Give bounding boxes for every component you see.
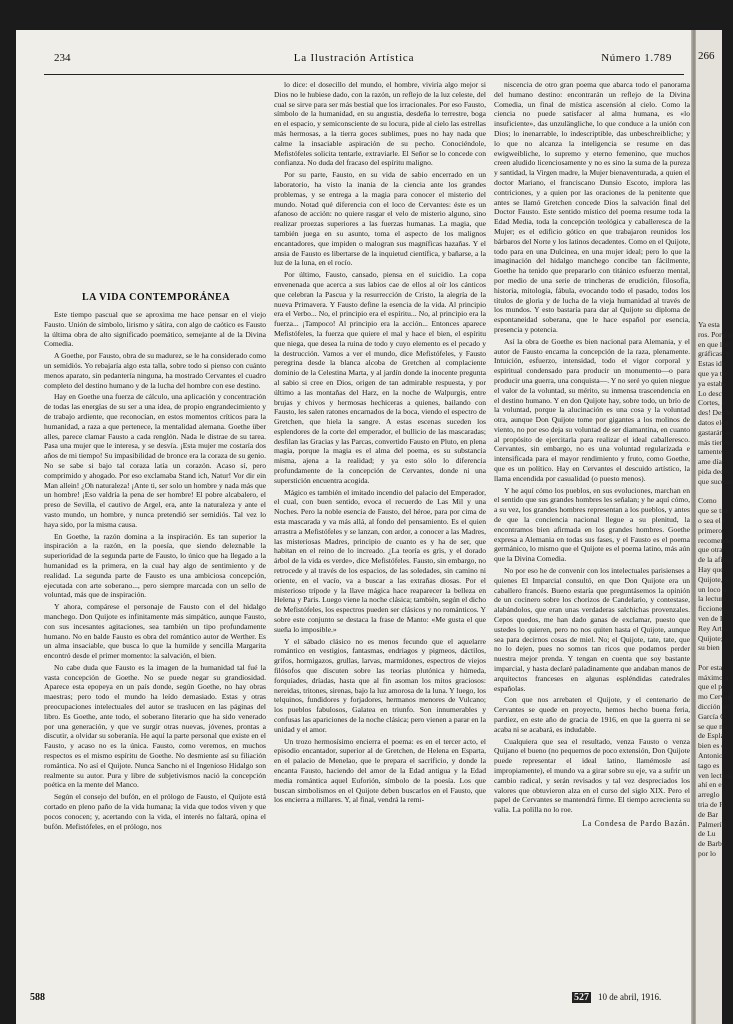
next-page-line: Como <box>698 496 717 506</box>
next-page-line: en que los <box>698 339 729 349</box>
next-page-line: datos eleg <box>698 417 729 427</box>
magazine-title: La Ilustración Artística <box>293 52 415 64</box>
column-right-text <box>494 80 690 815</box>
next-page-line: por lo <box>698 849 716 859</box>
next-page-number: 266 <box>698 50 715 62</box>
next-page-line: que otra <box>698 545 723 555</box>
next-page-line: gastarán en <box>698 427 733 437</box>
middle-column-paragraph: Un trozo hermosísimo encierra el poema: es en el tercer acto, el episodio encantador, superior al de Gretchen, de Helena en Esparta, en el palacio de Menelao, que le prepara el sacrificio, y donde la encanta Fausto, haciendo del amor de la Edad antigua y la Edad media romántica aquel Euforión, símbolo de la poesía. Los que buscan simbolismos en el Quijote deben buscarlos en el Fausto, que los encierra a millares. Y, al final, vendrá la remi- <box>274 736 486 805</box>
next-page-line: primero <box>698 525 723 535</box>
section-title: LA VIDA CONTEMPORÁNEA <box>81 292 231 303</box>
next-page-line: su bien <box>698 643 720 653</box>
next-page-line: bien es el <box>698 741 727 751</box>
next-page-line: que ya tie <box>698 368 728 378</box>
next-page-line: Palmerín <box>698 819 726 829</box>
next-page-line: ros. Porque <box>698 329 733 339</box>
middle-column-paragraph: Y el sábado clásico no es menos fecundo que el aquelarre romántico en vestigios, fantasmas, endriagos y pigmeos, dáctilos, grifos, hormigazos, grullas, larvas, marmídones, espectros de viejos filósofos que discuten sobre las teorías plutónica y húmeda, forquíades, dríadas, hasta que al fin asoman los mitos graciosos: nereidas, tritones, sirenas, bajo la luz amorosa de la luna. Y luego, los telquinos, fundidores y forjadores, hermanos menores de Vulcano; los pueblos fabulosos, Galatea en triunfo. Son innumerables y confusas las apariciones de la noche clásica; pero vienen a parar en la unidad y el amor. <box>274 636 486 734</box>
next-page-line: ven de P <box>698 613 725 623</box>
next-page-line: o sea el c <box>698 515 727 525</box>
next-page-text-fragments <box>698 320 733 859</box>
next-page-line: Ya esta <box>698 320 720 329</box>
left-column-paragraph: Según el consejo del bufón, en el prólogo de Fausto, el Quijote está cortado en pleno paño de la vida humana; la vida que todos viven y que pocos conocen; y, acertando con la vida, el interés no faltará, opina el bufón. Mefistófeles, en el prólogo, nos <box>44 792 266 831</box>
next-page-line: pida decin <box>698 466 730 476</box>
next-page-line: que se tra <box>698 506 728 516</box>
column-middle <box>274 80 486 1000</box>
next-page-line: ahí en el <box>698 780 724 790</box>
next-page-line <box>698 487 733 497</box>
next-page-line: tria de R <box>698 800 725 810</box>
next-page-line: recomenda <box>698 535 732 545</box>
column-left <box>44 310 266 1000</box>
next-page-line: un loco o <box>698 584 727 594</box>
right-column-paragraph: Así la obra de Goethe es bien nacional para Alemania, y el autor de Fausto encarna la concepción de la raza, plenamente. Intuición, esfuerzo, intensidad, todo el vigor corporal y espiritual condensado para producir un monumento—o para producir una guerra, una conquista—. Y no seré yo quien niegue el valor de la voluntad, su mérito, su inmensa trascendencia en el destino humano. Y en don Quijote hay, sobre todo, un brío de la voluntad, porque la alucinación es una cosa y la voluntad otra, aunque Don Quijote tome por gigantes a los molinos de viento, no por eso deja su voluntad de ser diamantina, en cuanto al propósito de ejercitarla para realizar el ideal caballeresco. Cervantes, sin embargo, no es una voluntad regularizada e intensificada para el mayor rendimiento y fruto, como Goethe, que es un político. Hay en Cervantes el descuido artístico, la llama encendida por casualidad (o puesto menos). <box>494 336 690 483</box>
column-right <box>494 80 690 1000</box>
footer-date: 10 de abril, 1916. <box>598 992 662 1002</box>
header-rule <box>44 74 684 75</box>
next-page-line: Cortes, y <box>698 398 726 408</box>
next-page-line: que el pr <box>698 682 725 692</box>
next-page-line: arreglo <box>698 790 720 800</box>
next-page-line: de Barbe <box>698 839 726 849</box>
right-column-paragraph: No por eso he de convenir con los intelectuales parisienses a quienes El Imparcial consultó, en que Don Quijote era un caballero francés. Bueno estaría que preguntásemos la opinión de un cocinero sobre los chorizos de Candelario, y contestase, alabándolos, que eran unas verdaderas salchichas provenzales. Cepos quedos, me han dado ganas de exclamar, puesto que ustedes lo quieren, pero no nos quiten hasta el Quijote, aunque sea para decirnos cosas de miel. No; el Quijote, tate, tate, que no lo dejen, pues no somos tan ricos que podamos perder nuestra mejor prenda. Y tengan en cuenta que soy bastante imparcial, y hasta declaré paladinamente que andaban manos de arquitectos franceses en algunas espléndidas catedrales españolas. <box>494 566 690 693</box>
next-page-line: Estas ide <box>698 359 726 369</box>
next-page-line: más tienen <box>698 437 731 447</box>
next-page-line: García O <box>698 711 726 721</box>
next-page-line <box>698 653 733 663</box>
left-column-paragraph: A Goethe, por Fausto, obra de su madurez, se le ha considerado como un semidiós. Yo rebajaría algo esta talla, sobre todo si pienso con cuánto menos aparato, sin pedantería ninguna, ha mostrado Cervantes el cuadro completo del destino humano y de la lucha del hombre con ese destino. <box>44 351 266 390</box>
footer-page-number: 588 <box>30 992 45 1003</box>
next-page-line: tago es <box>698 760 720 770</box>
left-column-paragraph: No cabe duda que Fausto es la imagen de la humanidad tal fué la vasta concepción de Goethe. No se puede negar su grandiosidad. Aparece esta epopeya en un país donde, según Goethe, no hay obras maestras; pero todo el mundo ha leído demasiado. Estas y otras preocupaciones intelectuales del autor se traslucen en las páginas del libro. Es Goethe, ante todo, el soberano literario que ha sido venerado por una generación, y que ve surgir otras nuevas, jóvenes, prontas a discutir, a olvidar su soberanía. He aquí la parte personal que existe en el Fausto, y acaso no es la única. Fausto, como veremos, en muchos respectos es el mismo espíritu de Goethe. No desmiente así su filiación romántica. No así el Quijote. Nunca Sancho ni el Ingenioso Hidalgo son realmente su autor. Pura y libre de subjetivismos nació la concepción poética en la mente del Manco. <box>44 662 266 790</box>
middle-column-paragraph: Por último, Fausto, cansado, piensa en el suicidio. La copa envenenada que acerca a sus labios cae de ellos al oír los cánticos que celebran la Pascua y la resurrección de Cristo, la alegría de la nueva Primavera. Y Fausto define la esencia de la vida. Al principio era el Verbo... No, el principio era el espíritu... No, al principio era la fuerza... ¡Tampoco! Al principio era la acción... Entonces aparece Mefistófeles, la fuerza que quiere el mal y hace el bien, el espíritu que niega, que desea la ruina de todo y cuyo elemento es el pecado y la destrucción. Vamos a ver el mundo, dice Mefistófeles, y Fausto peregrina desde la blanca alcoba de Gretchen al complaciente dominio de la Celestina Marta, y al jardín donde la inocente pregunta al sabio si cree en Dios, origen de tan admirable respuesta, y por último a las montañas del Harz, en la noche de Walpurgis, entre brujas y chivos y hermosas hechiceras a quienes, bailando con Fausto, les salen ratones encarnados de la boca, viendo el espectro de Gretchen, que hiela la sangre. A estas escenas suceden los esplendores de la corte del emperador, el bullicio de las mascaradas; desfilan las Gracias y las Parcas, convertido Fausto en Pluto, en plena magia, porque la magia es el alma del poema, es su substancia misma, ajena a la realidad; y ya esto sólo lo diferencia profundamente de la concepción de Cervantes, donde ni una superstición encuentra acogida. <box>274 270 486 485</box>
next-page-line: Quijote; y <box>698 633 729 643</box>
next-page-line: de Lu <box>698 829 716 839</box>
next-page-line: tamente, <box>698 447 724 457</box>
next-page-line: máximo a <box>698 672 729 682</box>
next-page-line: gráficas, y <box>698 349 730 359</box>
right-column-paragraph: Y he aquí cómo los pueblos, en sus evoluciones, marchan en el sentido que sus grandes hombres les señalan; y he aquí cómo, a su vez, los grandes hombres representan a los pueblos, y antes de que la conciencia nacional llegue a su plenitud, la encontramos bien afirmada en los grandes hombres. Goethe expresa a Alemania en todas sus fases, y el Fausto es el poema germánico, lo mismo que el Quijote es el poema latino, más aún que la Divina Comedia. <box>494 485 690 564</box>
next-page-line: que sucede <box>698 476 732 486</box>
next-page-line: ya estaba <box>698 378 727 388</box>
left-column-paragraph: Este tiempo pascual que se aproxima me hace pensar en el viejo Fausto. Unión de símbolo, lirismo y sátira, con algo de caótico es Fausto la última obra de alto significado poemático, semejante al de la Divina Comedia. <box>44 310 266 349</box>
next-page-line: mo Cervan <box>698 692 732 702</box>
next-page-line: de Espla <box>698 731 724 741</box>
next-page-line: Antonio <box>698 751 723 761</box>
next-page-line: des! Desde <box>698 408 732 418</box>
next-page-line: ven lectura <box>698 770 732 780</box>
middle-column-paragraph: Por su parte, Fausto, en su vida de sabio encerrado en un laboratorio, ha visto la inania de la ciencia ante los grandes problemas, y se entrega a la magia para conocer el misterio del mundo. Notad qué diferencia con el loco de Cervantes: éste es un afanoso de acción: no quiere rasgar el velo de misterio alguno, sino realizar proezas superiores a las fuerzas humanas. La magia, que también juega en su asunto, toma el aspecto de los malignos encantadores, que impiden o malogran sus magníficas hazañas. Y el ansia de Fausto es libertarse de la inquietud científica, y bañarse, a la luz de la luna, en el rocío. <box>274 170 486 268</box>
left-column-paragraph: Hay en Goethe una fuerza de cálculo, una aplicación y concentración de todas las energías de su ser a una idea, de propio engrandecimiento y de trabajo ardiente, que reconocían, en estos momentos críticos para la humanidad, a raza a que pertenece, la mentalidad alemana. Goethe über alles, parece clamar Fausto a cada renglón. Nada le distrae de su tarea. Pasa una mujer que le interesa, y se desvía. ¡Esta mujer me costaría dos años de mi tiempo! Su impasibilidad de bronce era la coraza de su genio. No se sabe si bajo tal coraza latía un corazón. Acaso sí, pero comprimido y ahogado. Por eso exclamaba Stand ich, Natur! Vor dir ein Man allein! ¿Oh naturaleza! ¡Ante ti, ser solo un hombre y nada más que un hombre! ¡Eso valdría la pena de ser hombre! El pobre alcabalero, el preso de Sevilla, el cautivo de Argel, era, ante la naturaleza y ante el vasto mundo, un hombre, y nunca pretendió ser semidiós. Tal vez lo haya sido, por la misma causa. <box>44 392 266 529</box>
next-page-line: Quijote, y <box>698 574 729 584</box>
middle-column-paragraph: lo dice: el dosecillo del mundo, el hombre, viviría algo mejor si Dios no le hubiese dado, con la razón, un reflejo de la luz celeste, del cual se sirve para ser más bestial que los irracionales. Por eso Fausto, símbolo de la humanidad, en su angustia, desdeña lo terrestre, boga en el espacio, y semiconsciente de su locura, pide al cielo las estrellas más hermosas, a la tierra goces sublimes, pues no hay nada que calme la insaciable aspiración de su pecho. Conociéndole, Mefistófeles solicita tentarle, extraviarle. El Señor se lo concede con confianza. No duda del fracaso del espíritu maligno. <box>274 80 486 168</box>
next-page-line: ficciones, <box>698 604 728 614</box>
next-page-line: dicción de <box>698 702 730 712</box>
author-signature: La Condesa de Pardo Bazán. <box>582 818 690 828</box>
left-column-paragraph: En Goethe, la razón domina a la inspiración. Es tan superior la inspiración a la razón, en la poesía, que siendo deleznable la superioridad de la segunda parte de Fausto, lo único que ha llegado a la humanidad es la primera, en la cual hay algo de sentimiento y de realidad. La segunda parte de Fausto es una ambiciosa concepción, ejecutada con arte soberano..., pero siempre marcada con un sello de voluntad, más que de inspiración. <box>44 531 266 600</box>
next-page-line: se que no <box>698 721 727 731</box>
next-page-line: Hay que <box>698 564 724 574</box>
next-page-line: ame día <box>698 457 722 467</box>
next-page-line: Lo desc <box>698 388 722 398</box>
middle-column-paragraph: Mágico es también el imitado incendio del palacio del Emperador, el cual, con buen sentido, evoca el recuerdo de Las Mil y una Noches. Pero la noble esencia de Fausto, del héroe, para por cima de esta mascarada y va más allá, al fondo del pensamiento. Es el quien arrastra a Mefistófeles y se lanzan, con ardor, a conocer a las Madres, las misteriosas Madres, principio de cuanto es y ha de ser, que habitan en el reino de lo increado. ¿La teoría es gris, y el dorado árbol de la vida es verde», dice Mefistófeles. Fausto, sin embargo, no retrocede y al través de los espacios, de las soledades, sin camino ni oriente, en el vacío, va a buscar a las extrañas diosas. Por el misterioso trípode y la llave mágica hace reaparecer la belleza en Helena y Paris. Luego viene la noche clásica; también, según el dicho de Mefistófeles, los espectros pueden ser clásicos y no románticos. Y sobre este conjunto se destaca la frase de Manto: «Me gusta el que sueña lo imposible.» <box>274 487 486 634</box>
next-page-line: de la afirm <box>698 555 731 565</box>
footer-page-ref: 527 <box>574 992 589 1003</box>
magazine-page <box>16 30 692 1024</box>
next-page-line: de Bar <box>698 809 719 819</box>
page-number-header: 234 <box>54 52 71 64</box>
right-column-paragraph: Con que nos arrebaten el Quijote, y el centenario de Cervantes se quede en proyecto, hemos hecho buena feria, pardiez, en este año de gracia de 1916, en que la guerra ni se acaba ni se acabará, es indudable. <box>494 695 690 734</box>
next-page-line: Por esta <box>698 662 723 672</box>
next-page-line: Rey Artur <box>698 623 729 633</box>
right-column-paragraph: niscencia de otro gran poema que abarca todo el panorama del humano destino: encontrarán un reflejo de la Divina Comedia, un final de mística ascensión al cielo. Como la ciencia no puede satisfacer al alma humana, es «lo insuficiente», das unzulängliche, lo que conduce a la unión con Dios; lo inenarrable, lo indescriptible, das unbeschreibliche; y lo que no alcanza la inteligencia se resume en das ewigweibliche, lo supremo y eterno femenino, que muchos creen aludido licenciosamente y no es sino la suma de la pureza y santidad, la Virgen madre, la Mujer bienaventurada, a quien el doctor Mariano, el franciscano Dunsio Escoto, implora las contriciones, y a quien por las oraciones de la penitente que antes se llamó Gretchen concede Dios la salvación final del Doctor Fausto. Este sentido místico del poema resume toda la Edad Media, toda la concepción teológica y caballeresca de la Mujer; es el edificio gótico en que trabajaron reunidos los bárbaros del Norte y los latinos decadentes. Como en el Quijote, todo para en una Dulcinea, en una mujer ideal; pero lo que la imaginación del hidalgo manchego concibe tan fácilmente, Goethe ha tenido que prepararlo con titánico esfuerzo mental, por medio de una serie de trincheras de erudición, filosofía, historia, mitología, fábula, evocando todo el pasado, todos los títulos de gloria y de lucha de la vieja humanidad al través de los mundos. Y esto bastaría para dar al Quijote su diploma de espontaneidad soberana, que le hace español por esencia, presencia y potencia. <box>494 80 690 334</box>
right-column-paragraph: Cualquiera que sea el resultado, venza Fausto o venza Quijano el bueno (no pequemos de poco extensión, Don Quijote puede representar el ideal latino, llamémosle así impropiamente), el mundo va a girar sobre su eje, va a sufrir un cambio radical, y serán revisados y tal vez despreciados los valores que obtuvieron alza en el curso del siglo XIX. Pero el papel de Cervantes se mantendrá firme. El tiempo acrecienta su valía. La polilla no lo roe. <box>494 736 690 815</box>
issue-number: Número 1.789 <box>601 52 672 64</box>
next-page-line: la lectura <box>698 594 727 604</box>
left-column-paragraph: Y ahora, compárese el personaje de Fausto con el del hidalgo manchego. Don Quijote es infinitamente más simpático, aunque Fausto, con sus incesantes agitaciones, sea también un tipo profundamente humano. No en balde Fausto es obra del romántico autor de Werther. Es un alma insaciable, que busca lo que la humilde y sencilla Margarita encontró desde el primer momento: la salvación, el bien. <box>44 602 266 661</box>
next-page-edge <box>696 30 733 1024</box>
